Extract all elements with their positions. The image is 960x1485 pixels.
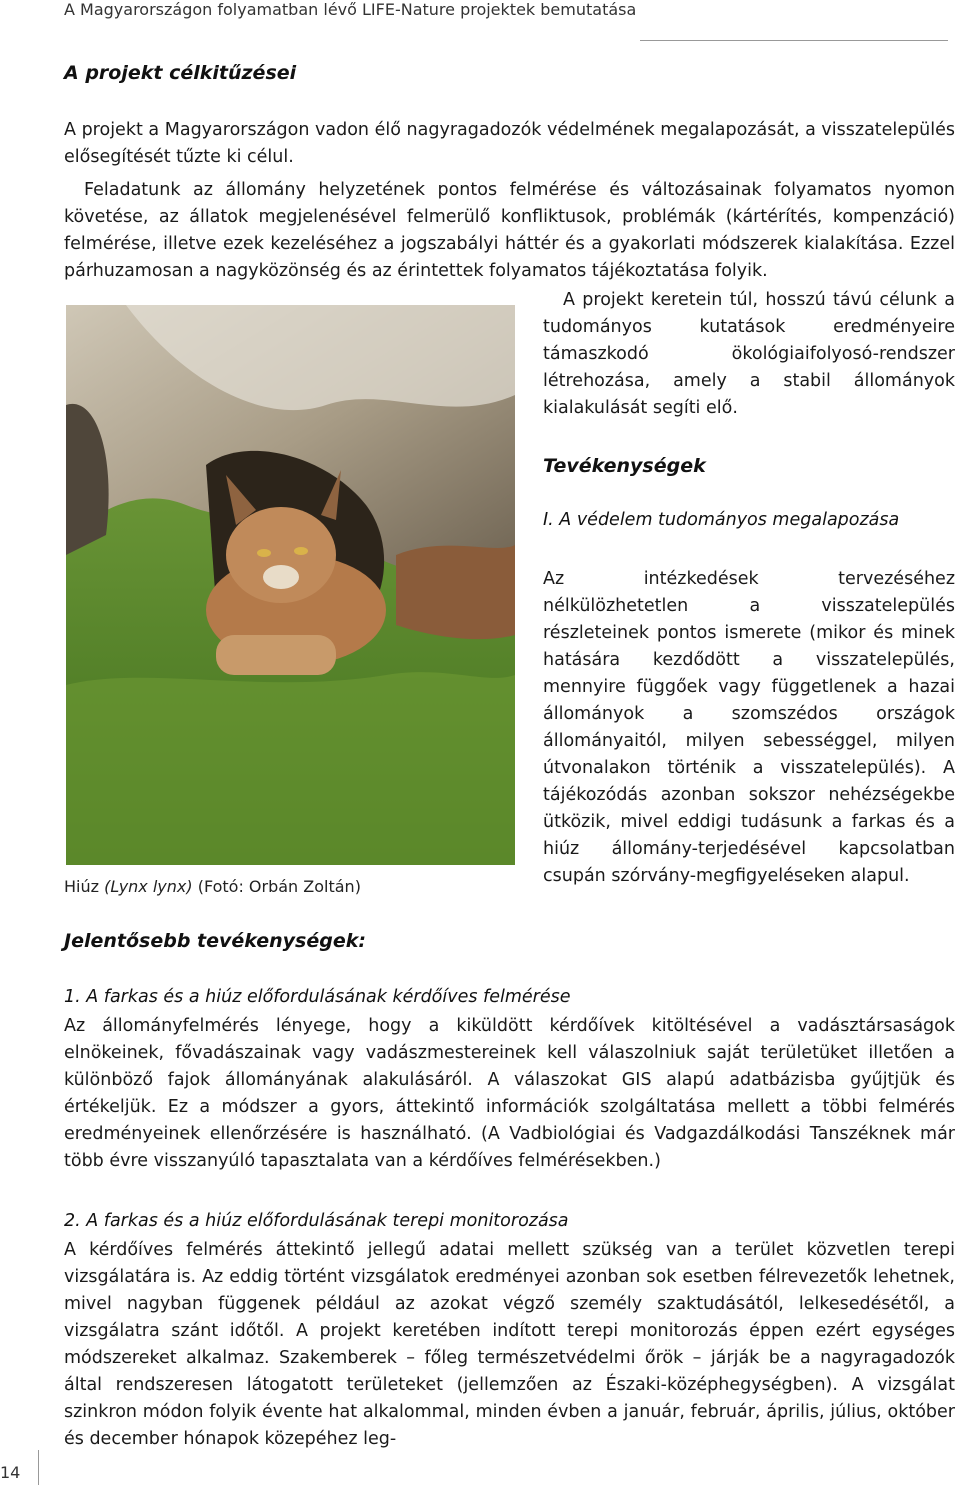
- item1-paragraph: [64, 1013, 955, 1175]
- goals-text-2: Feladatunk az állomány helyzetének pontos felmérése és változásainak folyamatos nyomon követése, az állatok megjelenésével felmerülő konfliktusok, problémák (kártérítés, kompenzáció) felmérése, illetve ezek kezeléséhez a jogszabályi háttér és a gyakorlati módszerek kialakítása. Ezzel párhuzamosan a nagyközönség és az érintettek folyamatos tájékoztatása folyik.: [64, 180, 955, 281]
- caption-prefix: Hiúz: [64, 877, 105, 896]
- item1-text: Az állományfelmérés lényege, hogy a kiküldött kérdőívek kitöltésével a vadásztársaságok elnökeinek, fővadászainak vagy vadászmestereinek kell válaszolniuk saját területüket illetően a különböző fajok állományának alakulásáról. A válaszokat GIS alapú adatbázisba gyűjtjük és értékeljük. Ez a módszer a gyors, áttekintő információk szolgáltatása mellett a többi felmérés eredményeinek ellenőrzésére is használható. (A Vadbiológiai és Vadgazdálkodási Tanszéknek már több évre visszanyúló tapasztalata van a kérdőíves felmérésekben.): [64, 1016, 955, 1171]
- photo-caption: [64, 877, 361, 896]
- section-title-goals: A projekt célkitűzései: [64, 62, 297, 84]
- running-header: A Magyarországon folyamatban lévő LIFE-Nature projektek bemutatása: [64, 0, 637, 19]
- goals-paragraph-3: [543, 287, 955, 422]
- goals-paragraph-2: [64, 177, 955, 285]
- page-edge-rule: [38, 1450, 39, 1485]
- header-rule: [640, 40, 948, 41]
- page-number: 14: [0, 1463, 21, 1482]
- goals-text-3: A projekt keretein túl, hosszú távú célunk a tudományos kutatások eredményeire támaszkodó ökológiaifolyosó-rendszer létrehozása, amely a stabil állományok kialakulását segíti elő.: [543, 290, 955, 418]
- goals-paragraph-1: [64, 117, 955, 171]
- item2-title: 2. A farkas és a hiúz előfordulásának terepi monitorozása: [64, 1211, 569, 1231]
- caption-latin: (Lynx lynx): [104, 877, 193, 896]
- lynx-photo-illustration: [66, 305, 515, 865]
- activities-title: Tevékenységek: [543, 455, 706, 477]
- item2-paragraph: [64, 1237, 955, 1453]
- lynx-photo: [66, 305, 515, 865]
- main-activities-title: Jelentősebb tevékenységek:: [64, 930, 366, 952]
- activities-subtitle-1: I. A védelem tudományos megalapozása: [543, 510, 900, 530]
- caption-suffix: (Fotó: Orbán Zoltán): [192, 877, 361, 896]
- item2-text: A kérdőíves felmérés áttekintő jellegű adatai mellett szükség van a terület közvetlen terepi vizsgálatára is. Az eddig történt vizsgálatok eredményei azonban sok esetben félrevezetők lehetnek, mivel nagyban függenek például az azokat végző személy szaktudásától, lelkesedésétől, a vizsgálatra szánt időtől. A projekt keretében indított terepi monitorozás éppen ezért egységes módszereket alkalmaz. Szakemberek – főleg természetvédelmi őrök – járják be a nagyragadozók által rendszeresen látogatott területeket (jellemzően az Északi-középhegységben). A vizsgálat szinkron módon folyik évente hat alkalommal, minden évben a január, február, április, július, október és december hónapok közepéhez leg-: [64, 1240, 955, 1449]
- activities-paragraph-1: [543, 566, 955, 890]
- item1-title: 1. A farkas és a hiúz előfordulásának kérdőíves felmérése: [64, 987, 571, 1007]
- goals-text-1: A projekt a Magyarországon vadon élő nagyragadozók védelmének megalapozását, a visszatelepülés elősegítését tűzte ki célul.: [64, 120, 955, 167]
- activities-text-1: Az intézkedések tervezéséhez nélkülözhetetlen a visszatelepülés részleteinek pontos ismerete (mikor és minek hatására kezdődött a visszatelepülés, mennyire függőek vagy függetlenek a hazai állományok a szomszédos országok állományaitól, milyen sebességgel, milyen útvonalakon történik a visszatelepülés). A tájékozódás azonban sokszor nehézségekbe ütközik, mivel eddigi tudásunk a farkas és a hiúz állomány-terjedésével kapcsolatban csupán szórvány-megfigyeléseken alapul.: [543, 569, 955, 886]
